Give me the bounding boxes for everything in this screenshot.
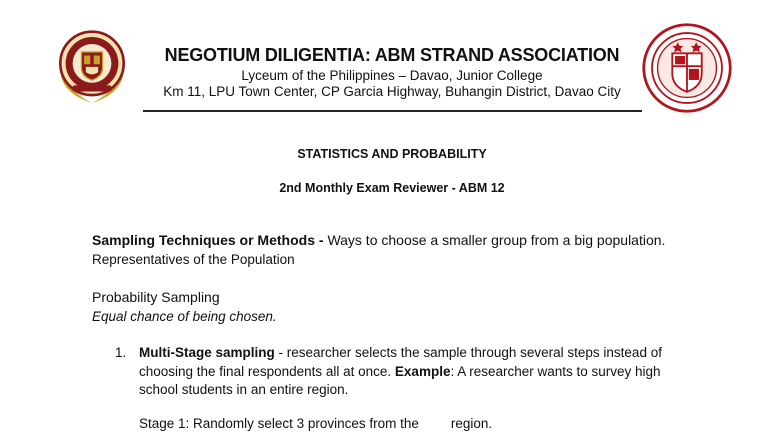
sampling-heading: Sampling Techniques or Methods - [92,232,328,248]
list-number: 1. [115,345,127,360]
item1-text1: - researcher selects the sample through several steps instead of [274,345,662,360]
exam-title: 2nd Monthly Exam Reviewer - ABM 12 [279,181,505,195]
example-label: Example [394,364,451,379]
item1-term: Multi-Stage sampling [139,345,275,360]
stage1-text-b: region. [450,416,493,431]
item1-line3: school students in an entire region. [139,382,349,397]
probability-heading: Probability Sampling [92,289,220,305]
item1-text2: choosing the final respondents all at once. [139,364,395,379]
school-address: Km 11, LPU Town Center, CP Garcia Highway, Buhangin District, Davao City [163,84,621,99]
probability-description: Equal chance of being chosen. [92,309,277,324]
association-title: NEGOTIUM DILIGENTIA: ABM STRAND ASSOCIATION [164,45,620,65]
item1-line1 [139,343,662,362]
stage1-line [139,414,492,433]
sampling-def-line2: Representatives of the Population [92,252,295,267]
school-name: Lyceum of the Philippines – Davao, Junior College [241,68,543,83]
item1-text3: : A researcher wants to survey high [450,364,661,379]
sampling-definition [92,231,665,250]
sampling-def-line1: Ways to choose a smaller group from a big population. [327,232,666,248]
header-divider [143,110,642,112]
subject-title: STATISTICS AND PROBABILITY [297,147,487,161]
stage1-text-a: Stage 1: Randomly select 3 provinces from the [139,416,419,431]
item1-line2 [139,362,661,381]
